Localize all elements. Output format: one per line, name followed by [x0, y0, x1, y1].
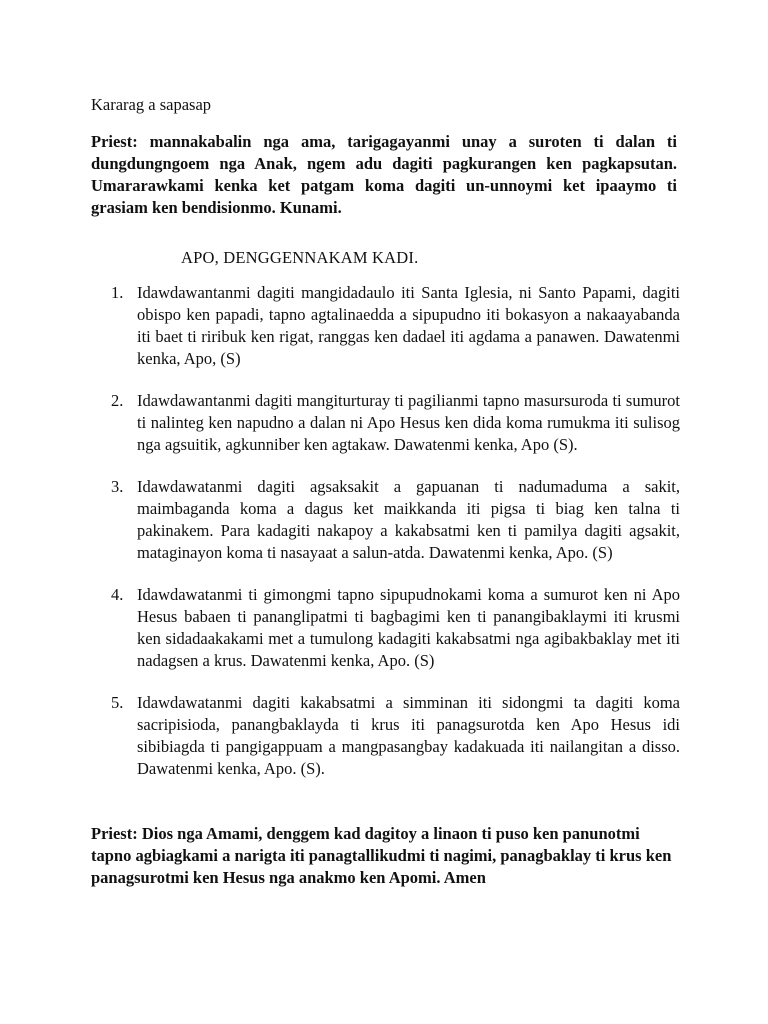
- petition-item-5: [91, 692, 680, 780]
- petition-list: [91, 282, 680, 800]
- priest-closing-prayer: Priest: Dios nga Amami, denggem kad dagitoy a linaon ti puso ken panunotmi tapno agbiagkami a narigta iti panagtallikudmi ti nagimi, panagbaklay ti krus ken panagsurotmi ken Hesus nga anakmo ken Apomi. Amen: [91, 824, 672, 887]
- petition-number: 3.: [111, 477, 124, 496]
- petition-number: 1.: [111, 283, 124, 302]
- document-title: Kararag a sapasap: [91, 95, 212, 114]
- petition-item-4: [91, 584, 680, 672]
- petition-number: 4.: [111, 585, 124, 604]
- petition-item-3: [91, 476, 680, 564]
- petition-text: Idawdawantanmi dagiti mangiturturay ti pagilianmi tapno masursuroda ti sumurot ti nalinteg ken napudno a dalan ni Apo Hesus ken dida koma rumukma iti sulisog nga agsuitik, agkunniber ken agtakaw. Dawatenmi kenka, Apo (S).: [137, 391, 680, 454]
- petition-text: Idawdawantanmi dagiti mangidadaulo iti Santa Iglesia, ni Santo Papami, dagiti obispo ken papadi, tapno agtalinaedda a sipupudno iti bokasyon a nakaayabanda iti baet ti riribuk ken rigat, ranggas ken dadael iti agdama a panawen. Dawatenmi kenka, Apo, (S): [137, 283, 680, 368]
- petition-text: Idawdawatanmi ti gimongmi tapno sipupudnokami koma a sumurot ken ni Apo Hesus babaen ti pananglipatmi ti bagbagimi ken ti panangibaklaymi iti krusmi ken sidadaakakami met a tumulong kadagiti kakabsatmi nga agibakbaklay met iti nadagsen a krus. Dawatenmi kenka, Apo. (S): [137, 585, 680, 670]
- petition-text: Idawdawatanmi dagiti kakabsatmi a simminan iti sidongmi ta dagiti koma sacripisioda, panangbaklayda ti krus iti panagsurotda ken Apo Hesus idi sibibiagda ti pangigappuam a mangpasangbay kadakuada iti nailangitan a disso. Dawatenmi kenka, Apo. (S).: [137, 693, 680, 778]
- priest-opening-prayer: Priest: mannakabalin nga ama, tarigagayanmi unay a suroten ti dalan ti dungdungngoem nga Anak, ngem adu dagiti pagkurangen ken pagkapsutan. Umararawkami kenka ket patgam koma dagiti un-unnoymi ket ipaaymo ti grasiam ken bendisionmo. Kunami.: [91, 132, 677, 217]
- petition-number: 5.: [111, 693, 124, 712]
- petition-number: 2.: [111, 391, 124, 410]
- petition-item-2: [91, 390, 680, 456]
- petition-text: Idawdawatanmi dagiti agsaksakit a gapuanan ti nadumaduma a sakit, maimbaganda koma a dagus ket maikkanda iti pigsa ti biag ken talna ti pakinakem. Para kadagiti nakapoy a kakabsatmi ken ti pamilya dagiti agsakit, mataginayon koma ti nasayaat a salun-atda. Dawatenmi kenka, Apo. (S): [137, 477, 680, 562]
- petition-item-1: [91, 282, 680, 370]
- congregation-response: APO, DENGGENNAKAM KADI.: [181, 248, 419, 267]
